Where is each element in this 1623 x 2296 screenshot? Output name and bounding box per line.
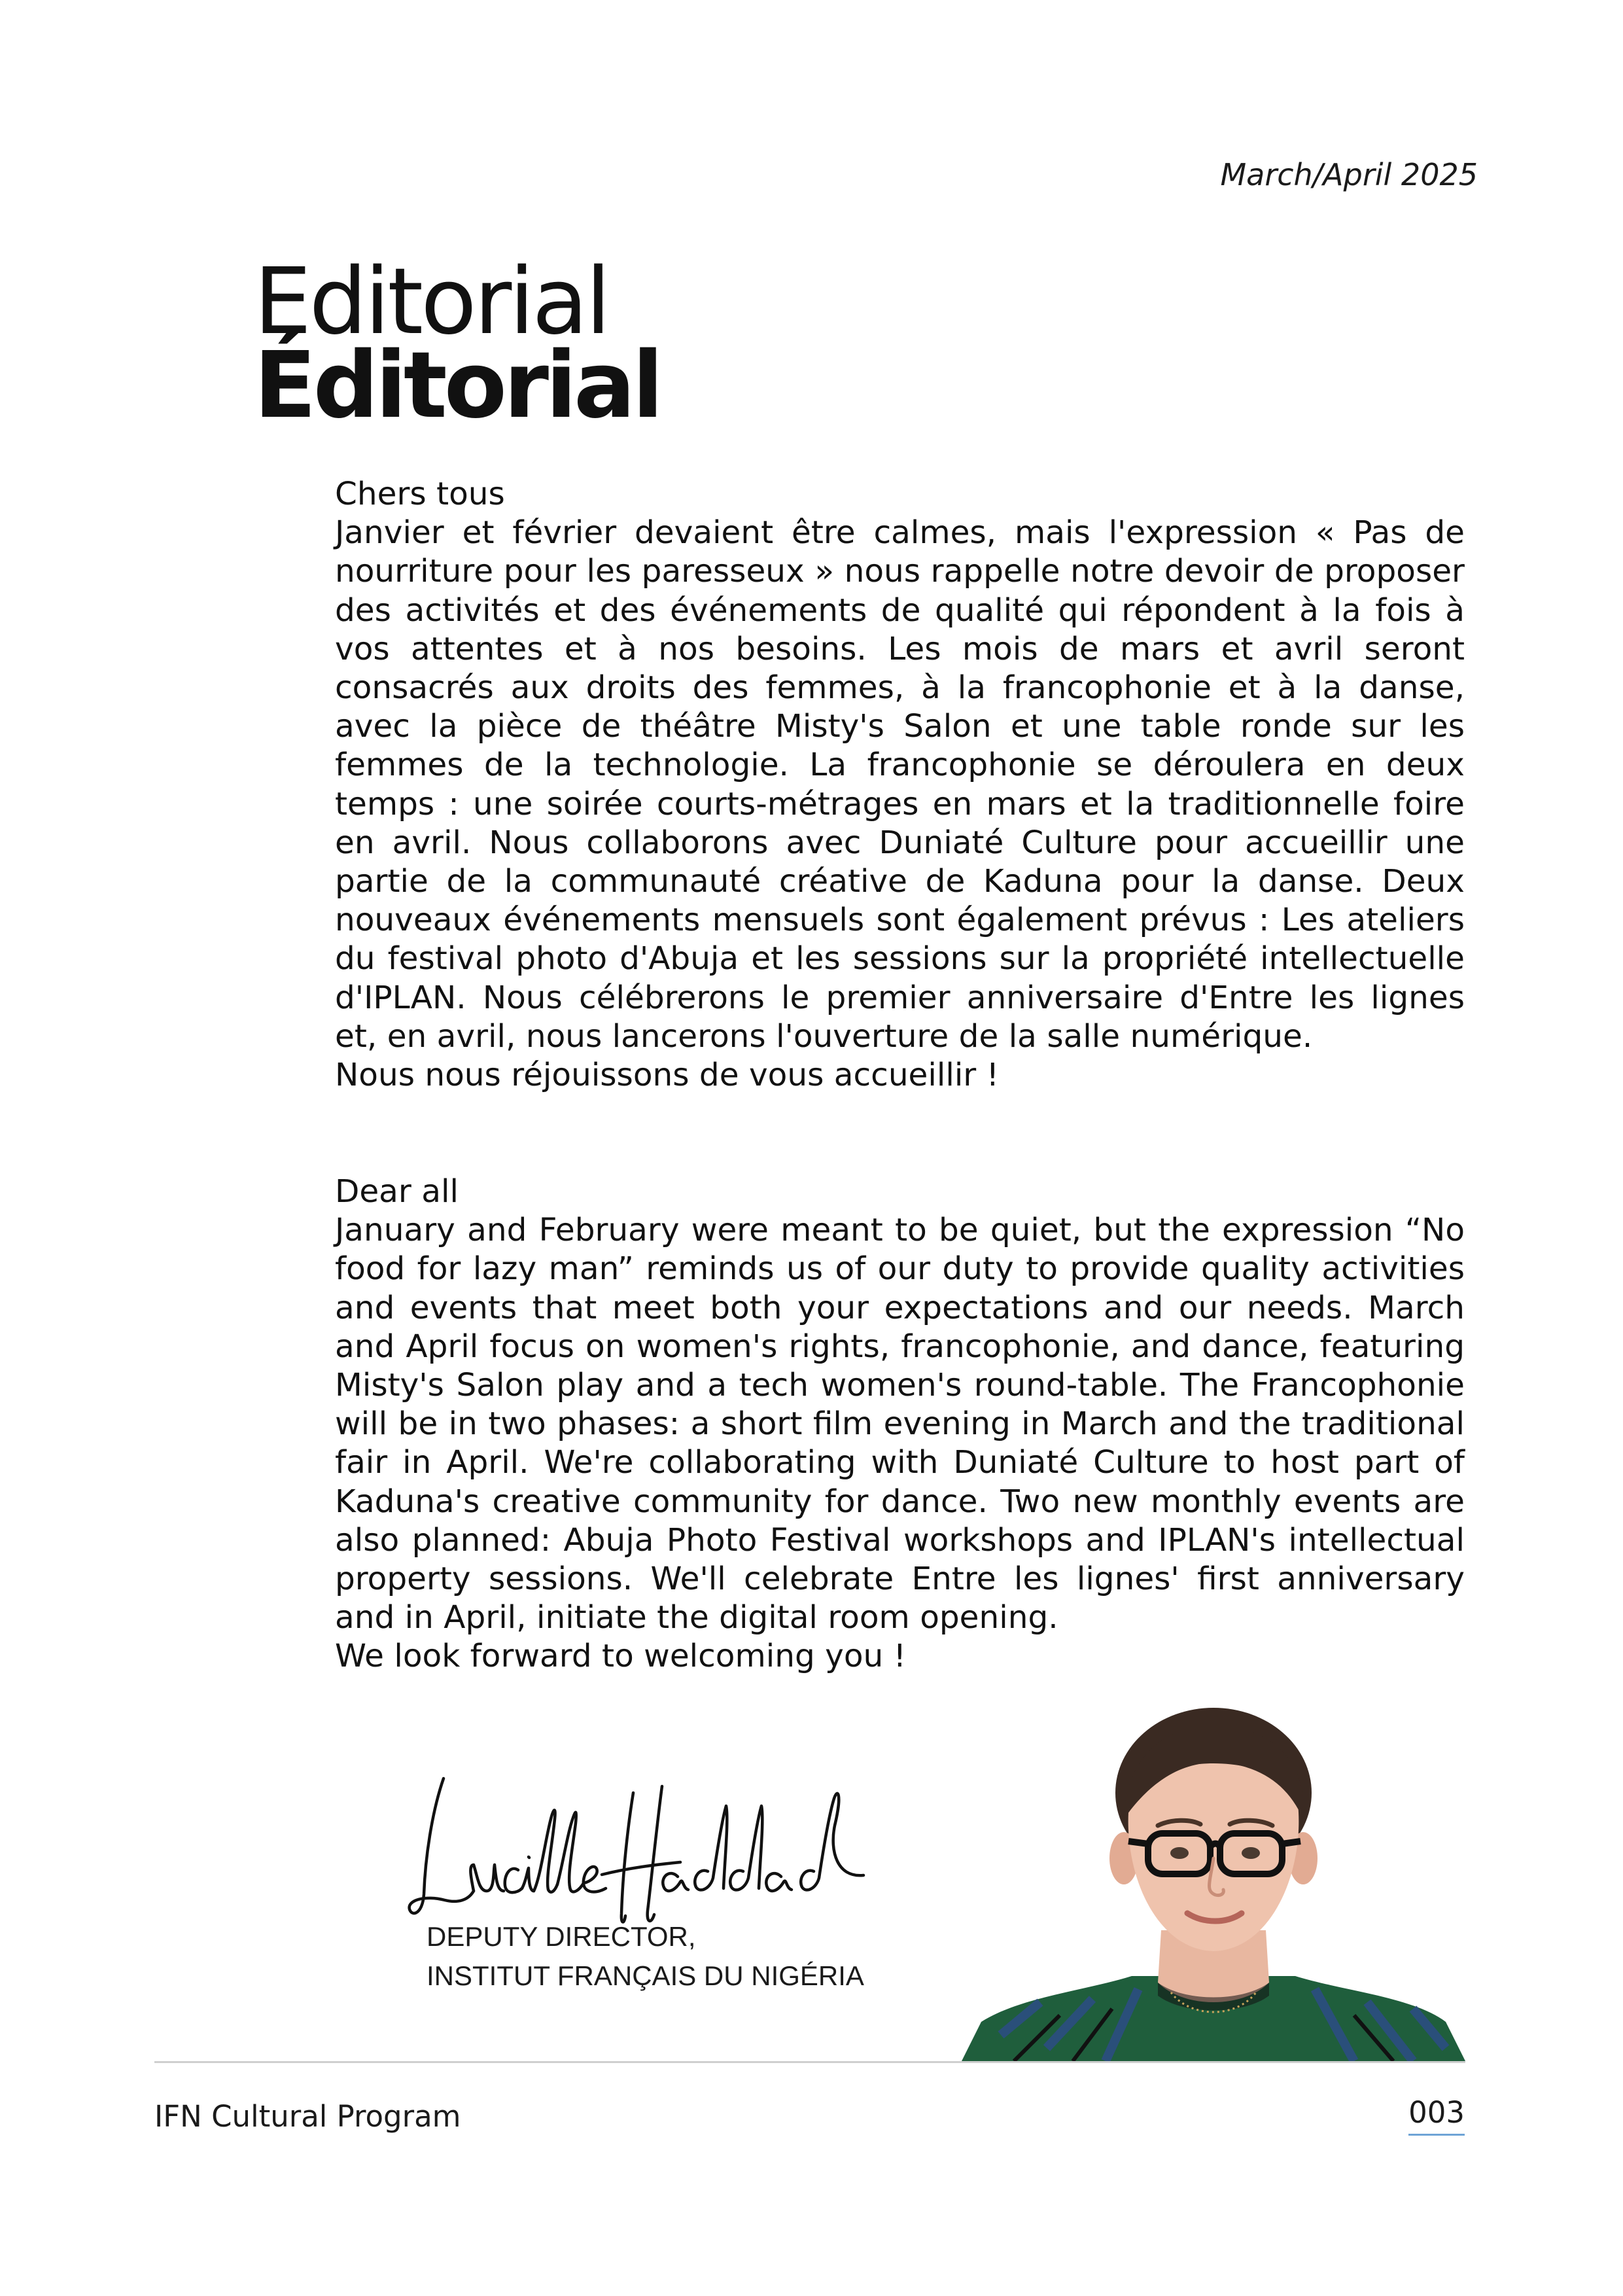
page-title-french: Éditorial	[254, 332, 661, 439]
editorial-english	[335, 1173, 1465, 1676]
french-greeting: Chers tous	[335, 476, 505, 512]
english-closing: We look forward to welcoming you !	[335, 1638, 907, 1675]
signatory-title	[427, 1917, 864, 1996]
footer-divider	[154, 2061, 1465, 2063]
english-greeting: Dear all	[335, 1173, 459, 1210]
english-body: January and February were meant to be quiet, but the expression “No food for lazy man” reminds us of our duty to provide quality activities and events that meet both your expectations and our needs. March and April focus on women's rights, francophonie, and dance, featuring Misty's Salon play and a tech women's round-table. The Francophonie will be in two phases: a short film evening in March and the traditional fair in April. We're collaborating with Duniaté Culture to host part of Kaduna's creative community for dance. Two new monthly events are also planned: Abuja Photo Festival workshops and IPLAN's intellectual property sessions. We'll celebrate Entre les lignes' first anniversary and in April, initiate the digital room opening.	[335, 1212, 1465, 1636]
footer-publication: IFN Cultural Program	[154, 2099, 461, 2134]
signatory-institution: INSTITUT FRANÇAIS DU NIGÉRIA	[427, 1960, 864, 1991]
editorial-french	[335, 475, 1465, 1095]
page-number: 003	[1408, 2095, 1465, 2136]
french-closing: Nous nous réjouissons de vous accueillir !	[335, 1057, 1000, 1094]
signatory-role: DEPUTY DIRECTOR,	[427, 1921, 696, 1952]
issue-date: March/April 2025	[1220, 157, 1478, 192]
handwritten-signature	[406, 1760, 877, 1930]
deputy-director-portrait	[962, 1695, 1465, 2061]
page-title-english: Editorial	[254, 249, 608, 355]
french-body: Janvier et février devaient être calmes, mais l'expression « Pas de nourriture pour les paresseux » nous rappelle notre devoir de proposer des activités et des événements de qualité qui répondent à la fois à vos attentes et à nos besoins. Les mois de mars et avril seront consacrés aux droits des femmes, à la francophonie et à la danse, avec la pièce de théâtre Misty's Salon et une table ronde sur les femmes de la technologie. La francophonie se déroulera en deux temps : une soirée courts-métrages en mars et la traditionnelle foire en avril. Nous collaborons avec Duniaté Culture pour accueillir une partie de la communauté créative de Kaduna pour la danse. Deux nouveaux événements mensuels sont également prévus : Les ateliers du festival photo d'Abuja et les sessions sur la propriété intellectuelle d'IPLAN. Nous célébrerons le premier anniversaire d'Entre les lignes et, en avril, nous lancerons l'ouverture de la salle numérique.	[335, 514, 1465, 1055]
